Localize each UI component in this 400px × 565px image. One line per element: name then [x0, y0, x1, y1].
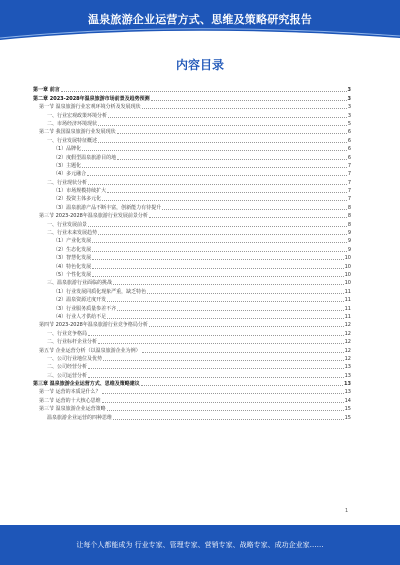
toc-dot-leader [107, 301, 343, 302]
toc-entry-label: 二、行业未来发展趋势 [47, 230, 98, 237]
toc-entry-page: 3 [347, 112, 351, 119]
toc-entry[interactable] [33, 404, 351, 412]
toc-entry-label: （3）行业服务质量参差不齐 [53, 305, 117, 312]
toc-entry[interactable] [33, 169, 351, 177]
toc-entry-page: 10 [344, 280, 351, 287]
toc-dot-leader [88, 184, 347, 185]
header-wave-decoration [0, 24, 400, 44]
toc-dot-leader [88, 226, 347, 227]
toc-dot-leader [149, 217, 347, 218]
toc-entry[interactable] [33, 278, 351, 286]
toc-entry-label: （3）主题化 [53, 162, 82, 169]
toc-entry[interactable] [33, 194, 351, 202]
toc-entry[interactable] [33, 144, 351, 152]
toc-dot-leader [98, 343, 344, 344]
toc-entry-page: 11 [344, 288, 351, 295]
toc-entry-label: 第五节 企业运营分析（以温泉旅游企业为例） [39, 347, 141, 354]
toc-entry-page: 13 [344, 381, 351, 388]
toc-entry[interactable] [33, 93, 351, 101]
toc-entry[interactable] [33, 177, 351, 185]
toc-entry[interactable] [33, 328, 351, 336]
toc-entry-page: 10 [344, 263, 351, 270]
toc-entry[interactable] [33, 370, 351, 378]
toc-entry-label: （1）行业发展同质化现象严重，缺乏特色 [53, 288, 147, 295]
toc-entry-label: 第二章 2023-2028年温泉旅游市场前景及趋势预测 [33, 95, 150, 102]
toc-entry-label: （5）个性化发展 [53, 271, 92, 278]
toc-entry-page: 7 [347, 162, 351, 169]
toc-dot-leader [98, 234, 347, 235]
toc-dot-leader [107, 192, 347, 193]
toc-dot-leader [117, 310, 343, 311]
toc-entry-page: 9 [347, 238, 351, 245]
toc-dot-leader [82, 167, 347, 168]
toc-dot-leader [117, 133, 347, 134]
toc-entry-label: 温泉旅游企业运营的四种思维 [47, 414, 113, 421]
toc-entry[interactable] [33, 412, 351, 420]
toc-entry-label: 第三节 温泉旅游企业运营策略 [39, 406, 106, 413]
toc-dot-leader [87, 175, 347, 176]
toc-dot-leader [117, 159, 347, 160]
toc-dot-leader [103, 360, 344, 361]
toc-dot-leader [107, 318, 343, 319]
toc-entry-label: （4）多元融合 [53, 171, 87, 178]
toc-entry[interactable] [33, 135, 351, 143]
toc-entry[interactable] [33, 186, 351, 194]
toc-entry-label: 二、行业标杆企业分析 [47, 339, 98, 346]
toc-dot-leader [162, 209, 347, 210]
toc-entry-page: 6 [347, 137, 351, 144]
toc-entry-label: （2）温泉资源过度开发 [53, 297, 107, 304]
toc-dot-leader [141, 385, 343, 386]
toc-entry-page: 9 [347, 246, 351, 253]
toc-entry-label: 第一节 运营的本质是什么？ [39, 389, 101, 396]
table-of-contents [33, 85, 351, 421]
toc-dot-leader [149, 326, 344, 327]
toc-entry-page: 15 [344, 414, 351, 421]
toc-entry-page: 5 [347, 120, 351, 127]
toc-entry-label: （1）市场规模持续扩大 [53, 188, 107, 195]
toc-entry-label: 第二节 运营的十大核心思维 [39, 397, 101, 404]
toc-entry-page: 14 [344, 397, 351, 404]
toc-entry-page: 6 [347, 154, 351, 161]
toc-entry[interactable] [33, 362, 351, 370]
toc-entry[interactable] [33, 110, 351, 118]
toc-entry[interactable] [33, 345, 351, 353]
toc-entry[interactable] [33, 244, 351, 252]
toc-entry[interactable] [33, 152, 351, 160]
toc-entry-label: （1）品牌化 [53, 146, 82, 153]
footer-slogan: 让每个人都能成为 行业专家、管理专家、营销专家、战略专家、成功企业家…… [76, 541, 324, 549]
toc-dot-leader [98, 125, 347, 126]
toc-dot-leader [92, 268, 343, 269]
toc-entry[interactable] [33, 320, 351, 328]
toc-dot-leader [88, 335, 344, 336]
toc-entry[interactable] [33, 85, 351, 93]
toc-entry[interactable] [33, 286, 351, 294]
toc-entry-page: 8 [347, 213, 351, 220]
toc-entry-page: 12 [344, 330, 351, 337]
toc-entry[interactable] [33, 228, 351, 236]
toc-entry-page: 13 [344, 389, 351, 396]
toc-entry-label: （3）智慧化发展 [53, 255, 92, 262]
toc-entry-label: （2）生态化发展 [53, 246, 92, 253]
toc-dot-leader [108, 117, 347, 118]
toc-entry[interactable] [33, 219, 351, 227]
toc-entry[interactable] [33, 295, 351, 303]
toc-dot-leader [92, 276, 343, 277]
toc-entry-page: 11 [344, 297, 351, 304]
toc-entry-page: 7 [347, 196, 351, 203]
toc-dot-leader [98, 142, 347, 143]
toc-entry[interactable] [33, 387, 351, 395]
toc-entry[interactable] [33, 102, 351, 110]
toc-entry[interactable] [33, 119, 351, 127]
toc-entry[interactable] [33, 253, 351, 261]
toc-entry-label: 一、行业竞争格局 [47, 330, 88, 337]
toc-entry-label: 第四节 2023-2028年温泉旅游行业竞争格局分析 [39, 322, 148, 329]
toc-entry-page: 10 [344, 255, 351, 262]
toc-entry-label: （4）行业人才供给不足 [53, 313, 107, 320]
footer-banner [0, 525, 400, 565]
toc-entry-label: 二、市场经济环境现状 [47, 120, 98, 127]
toc-entry[interactable] [33, 379, 351, 387]
toc-entry[interactable] [33, 312, 351, 320]
toc-dot-leader [102, 393, 344, 394]
toc-entry-label: 第一章 前言 [33, 87, 60, 94]
toc-entry-label: 一、行业宏观政策环境分析 [47, 112, 108, 119]
toc-entry-page: 7 [347, 171, 351, 178]
toc-dot-leader [151, 100, 347, 101]
toc-entry-label: 三、公司运营分析 [47, 372, 88, 379]
toc-entry-label: 三、温泉旅游行业面临的挑战 [47, 280, 113, 287]
toc-title: 内容目录 [175, 58, 224, 72]
toc-entry-label: 一、公司行业地位及优势 [47, 355, 103, 362]
toc-dot-leader [92, 251, 347, 252]
toc-entry-label: 第三节 2023-2028年温泉旅游行业发展前景分析 [39, 213, 148, 220]
toc-entry-page: 7 [347, 179, 351, 186]
report-title: 温泉旅游企业运营方式、思维及策略研究报告 [88, 13, 312, 26]
toc-entry-label: 第二节 我国温泉旅游行业发展现状 [39, 129, 116, 136]
toc-entry-label: 一、行业发展前景 [47, 221, 88, 228]
toc-entry-label: （3）温泉旅游产品不断丰富，创新能力有待提升 [53, 204, 162, 211]
toc-entry-label: 第三章 温泉旅游企业运营方式、思维及策略建议 [33, 381, 140, 388]
toc-dot-leader [61, 91, 347, 92]
toc-dot-leader [142, 108, 347, 109]
toc-entry[interactable] [33, 211, 351, 219]
toc-entry[interactable] [33, 354, 351, 362]
toc-entry[interactable] [33, 236, 351, 244]
toc-entry-page: 6 [347, 146, 351, 153]
toc-entry-label: 第一节 温泉旅游行业宏观环境分析及发展现状 [39, 104, 141, 111]
toc-entry[interactable] [33, 337, 351, 345]
toc-entry-page: 12 [344, 347, 351, 354]
toc-dot-leader [113, 284, 344, 285]
toc-dot-leader [107, 410, 344, 411]
toc-entry-label: （1）产业化发展 [53, 238, 92, 245]
toc-entry-label: （2）投资主体多元化 [53, 196, 102, 203]
toc-entry-label: 二、公司经营分析 [47, 364, 88, 371]
header-banner [0, 0, 400, 40]
toc-entry[interactable] [33, 161, 351, 169]
toc-entry-page: 12 [344, 339, 351, 346]
toc-entry-page: 7 [347, 188, 351, 195]
toc-entry[interactable] [33, 261, 351, 269]
toc-entry-page: 13 [344, 364, 351, 371]
toc-entry[interactable] [33, 270, 351, 278]
toc-dot-leader [82, 150, 347, 151]
toc-dot-leader [92, 259, 343, 260]
toc-entry-page: 3 [347, 87, 351, 94]
toc-dot-leader [88, 368, 344, 369]
toc-entry-page: 12 [344, 355, 351, 362]
toc-entry[interactable] [33, 127, 351, 135]
toc-entry-page: 3 [347, 104, 351, 111]
toc-entry-label: 二、行业现状分析 [47, 179, 88, 186]
toc-dot-leader [92, 242, 347, 243]
toc-entry-page: 10 [344, 271, 351, 278]
toc-dot-leader [113, 419, 344, 420]
toc-entry-page: 11 [344, 305, 351, 312]
toc-entry[interactable] [33, 303, 351, 311]
toc-entry-page: 15 [344, 406, 351, 413]
toc-entry-label: 一、行业发展特征概述 [47, 137, 98, 144]
toc-entry-page: 6 [347, 129, 351, 136]
toc-dot-leader [142, 352, 344, 353]
toc-entry-page: 3 [347, 95, 351, 102]
toc-dot-leader [147, 293, 343, 294]
toc-entry-label: （2）度假型温泉旅游目的地 [53, 154, 117, 161]
toc-entry-page: 12 [344, 322, 351, 329]
toc-entry-page: 13 [344, 372, 351, 379]
toc-entry-page: 8 [347, 204, 351, 211]
toc-entry[interactable] [33, 395, 351, 403]
toc-entry-page: 9 [347, 230, 351, 237]
toc-entry[interactable] [33, 202, 351, 210]
toc-entry-page: 11 [344, 313, 351, 320]
page-number: 1 [345, 508, 349, 514]
toc-dot-leader [102, 200, 347, 201]
toc-dot-leader [102, 402, 344, 403]
toc-entry-label: （4）特色化发展 [53, 263, 92, 270]
toc-entry-page: 8 [347, 221, 351, 228]
toc-dot-leader [88, 377, 344, 378]
